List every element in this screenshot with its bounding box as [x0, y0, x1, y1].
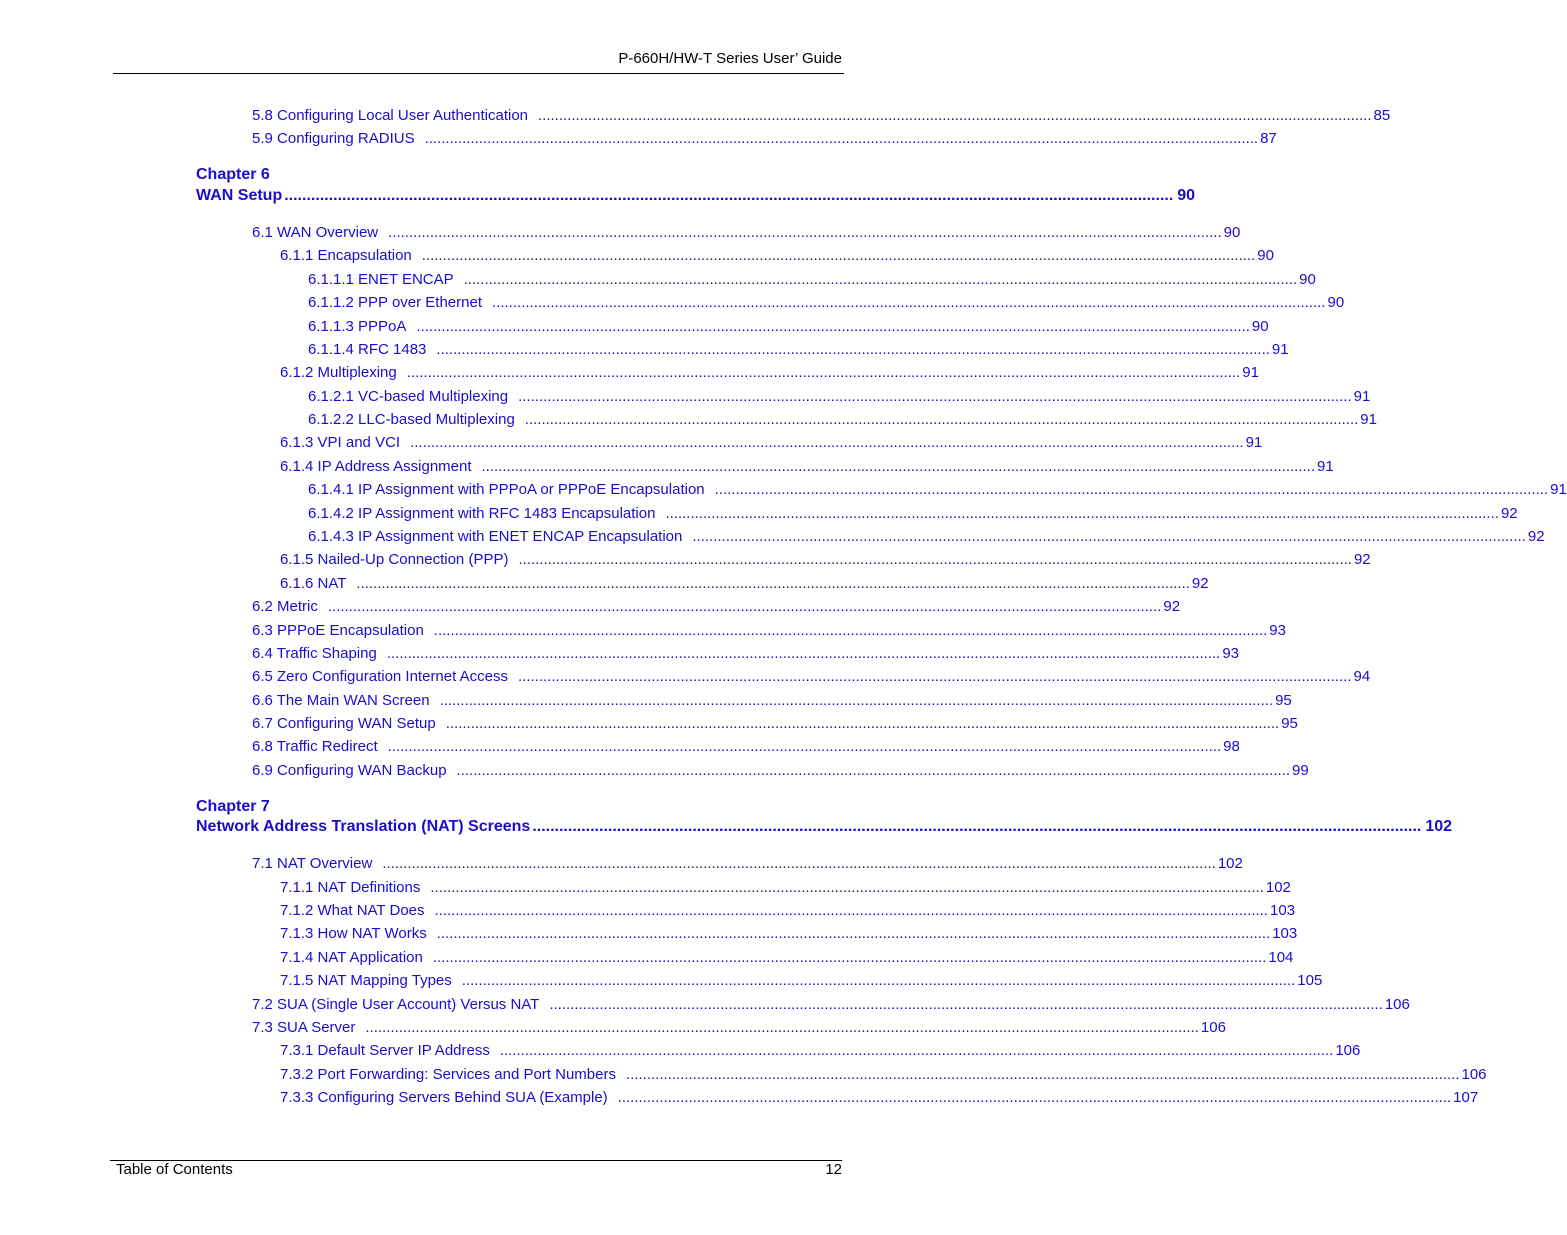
dot-leader: ........................................................................................................................................................................................................ [532, 818, 1422, 835]
toc-entry-page: 106 [1461, 1066, 1487, 1083]
chapter-page: 90 [1177, 187, 1196, 204]
toc-entry-label: 6.1.2.2 LLC-based Multiplexing [308, 411, 515, 428]
toc-entry-label: 7.1.5 NAT Mapping Types [280, 972, 452, 989]
toc-entry-label: 6.3 PPPoE Encapsulation [252, 622, 424, 639]
toc-entry[interactable] [308, 528, 1545, 548]
toc-entry[interactable] [280, 879, 1291, 899]
dot-leader: ........................................................................................................................................................................................................ [617, 1089, 1452, 1106]
dot-leader: ........................................................................................................................................................................................................ [434, 902, 1269, 919]
toc-entry-label: 5.8 Configuring Local User Authentication [252, 107, 529, 124]
toc-entry[interactable] [280, 925, 1298, 945]
chapter-title-text: Network Address Translation (NAT) Screens [196, 818, 531, 835]
toc-entry-page: 92 [1353, 551, 1371, 568]
toc-entry-page: 106 [1200, 1019, 1226, 1036]
dot-leader: ........................................................................................................................................................................................................ [433, 622, 1268, 639]
toc-entry[interactable] [280, 575, 1209, 595]
toc-entry-page: 93 [1269, 622, 1286, 639]
chapter-page: 102 [1425, 818, 1453, 835]
toc-entry[interactable] [252, 996, 1410, 1016]
toc-entry-label: 6.1.5 Nailed-Up Connection (PPP) [280, 551, 509, 568]
toc-entry-page: 106 [1335, 1042, 1361, 1059]
toc-entry-page: 90 [1327, 294, 1345, 311]
toc-entry-label: 7.1.4 NAT Application [280, 949, 423, 966]
toc-entry-page: 92 [1163, 598, 1181, 615]
toc-entry[interactable] [308, 341, 1289, 361]
toc-entry[interactable] [280, 434, 1263, 454]
toc-entry-label: 7.1.2 What NAT Does [280, 902, 425, 919]
toc-entry-page: 105 [1297, 972, 1323, 989]
dot-leader: ........................................................................................................................................................................................................ [388, 224, 1222, 241]
toc-entry-label: 6.1.4.3 IP Assignment with ENET ENCAP Encapsulation [308, 528, 683, 545]
chapter-7-number[interactable]: Chapter 7 [196, 798, 270, 815]
chapter-title-text: WAN Setup [196, 187, 283, 204]
toc-entry-label: 7.2 SUA (Single User Account) Versus NAT [252, 996, 540, 1013]
chapter-6-number[interactable]: Chapter 6 [196, 166, 270, 183]
dot-leader: ........................................................................................................................................................................................................ [416, 318, 1250, 335]
toc-entry-label: 7.1.1 NAT Definitions [280, 879, 421, 896]
toc-entry-label: 6.1 WAN Overview [252, 224, 379, 241]
toc-entry-label: 6.2 Metric [252, 598, 318, 615]
dot-leader: ........................................................................................................................................................................................................ [432, 949, 1267, 966]
toc-entry-page: 102 [1265, 879, 1291, 896]
toc-entry-page: 91 [1550, 481, 1567, 498]
toc-entry-label: 7.1.3 How NAT Works [280, 925, 427, 942]
dot-leader: ........................................................................................................................................................................................................ [518, 388, 1352, 405]
toc-entry[interactable] [252, 622, 1286, 642]
toc-entry-page: 91 [1353, 388, 1371, 405]
toc-entry[interactable] [280, 1042, 1361, 1062]
toc-entry-label: 7.3.1 Default Server IP Address [280, 1042, 490, 1059]
toc-entry-page: 85 [1373, 107, 1391, 124]
toc-entry-label: 6.9 Configuring WAN Backup [252, 762, 447, 779]
toc-entry[interactable] [280, 972, 1323, 992]
toc-entry-page: 104 [1268, 949, 1294, 966]
toc-entry-label: 6.5 Zero Configuration Internet Access [252, 668, 508, 685]
toc-entry[interactable] [280, 949, 1294, 969]
toc-entry[interactable] [280, 902, 1296, 922]
toc-entry-label: 6.1.2.1 VC-based Multiplexing [308, 388, 509, 405]
dot-leader: ........................................................................................................................................................................................................ [456, 762, 1291, 779]
toc-entry[interactable] [252, 1019, 1226, 1039]
dot-leader: ........................................................................................................................................................................................................ [439, 692, 1274, 709]
toc-entry-label: 6.1.1.3 PPPoA [308, 318, 407, 335]
toc-entry-page: 95 [1281, 715, 1298, 732]
dot-leader: ........................................................................................................................................................................................................ [430, 879, 1264, 896]
dot-leader: ........................................................................................................................................................................................................ [463, 271, 1298, 288]
toc-entry[interactable] [252, 762, 1309, 782]
dot-leader: ........................................................................................................................................................................................................ [461, 972, 1296, 989]
toc-entry-page: 91 [1317, 458, 1334, 475]
dot-leader: ........................................................................................................................................................................................................ [714, 481, 1549, 498]
toc-entry-label: 6.1.1.4 RFC 1483 [308, 341, 427, 358]
toc-entry-page: 103 [1270, 902, 1296, 919]
toc-entry[interactable] [280, 458, 1334, 478]
toc-entry[interactable] [252, 107, 1391, 127]
toc-entry-page: 99 [1292, 762, 1309, 779]
dot-leader: ........................................................................................................................................................................................................ [436, 925, 1271, 942]
toc-entry-label: 6.1.2 Multiplexing [280, 364, 397, 381]
dot-leader: ........................................................................................................................................................................................................ [445, 715, 1280, 732]
page-header-title: P-660H/HW-T Series User’ Guide [618, 50, 842, 67]
toc-entry[interactable] [308, 481, 1567, 501]
dot-leader: ........................................................................................................................................................................................................ [356, 575, 1190, 592]
dot-leader: ........................................................................................................................................................................................................ [421, 247, 1256, 264]
toc-entry[interactable] [252, 130, 1277, 150]
chapter-6-title[interactable] [196, 187, 1196, 209]
dot-leader: ........................................................................................................................................................................................................ [517, 668, 1352, 685]
toc-entry[interactable] [252, 738, 1240, 758]
toc-entry[interactable] [308, 411, 1377, 431]
toc-entry-page: 93 [1222, 645, 1239, 662]
dot-leader: ........................................................................................................................................................................................................ [518, 551, 1352, 568]
toc-entry-page: 90 [1223, 224, 1241, 241]
footer-section-title: Table of Contents [116, 1161, 233, 1178]
toc-entry-label: 7.3 SUA Server [252, 1019, 356, 1036]
dot-leader: ........................................................................................................................................................................................................ [538, 107, 1372, 124]
toc-entry[interactable] [308, 271, 1316, 291]
toc-entry[interactable] [280, 1089, 1479, 1109]
toc-entry[interactable] [252, 224, 1241, 244]
dot-leader: ........................................................................................................................................................................................................ [327, 598, 1162, 615]
toc-entry[interactable] [252, 855, 1243, 875]
dot-leader: ........................................................................................................................................................................................................ [406, 364, 1241, 381]
dot-leader: ........................................................................................................................................................................................................ [387, 738, 1222, 755]
toc-entry[interactable] [308, 318, 1269, 338]
toc-entry-label: 6.1.1.2 PPP over Ethernet [308, 294, 483, 311]
toc-entry-page: 90 [1251, 318, 1269, 335]
dot-leader: ........................................................................................................................................................................................................ [410, 434, 1244, 451]
toc-entry-label: 7.1 NAT Overview [252, 855, 373, 872]
dot-leader: ........................................................................................................................................................................................................ [284, 187, 1174, 204]
dot-leader: ........................................................................................................................................................................................................ [481, 458, 1316, 475]
toc-entry-page: 92 [1191, 575, 1209, 592]
toc-entry-page: 94 [1353, 668, 1371, 685]
toc-entry-page: 90 [1299, 271, 1316, 288]
toc-entry[interactable] [252, 715, 1298, 735]
dot-leader: ........................................................................................................................................................................................................ [524, 411, 1359, 428]
dot-leader: ........................................................................................................................................................................................................ [382, 855, 1216, 872]
toc-entry-page: 87 [1260, 130, 1277, 147]
toc-entry[interactable] [252, 645, 1239, 665]
dot-leader: ........................................................................................................................................................................................................ [549, 996, 1383, 1013]
toc-entry-label: 6.1.4.1 IP Assignment with PPPoA or PPPoE Encapsulation [308, 481, 705, 498]
toc-entry-page: 95 [1275, 692, 1292, 709]
toc-entry-label: 6.1.4 IP Address Assignment [280, 458, 472, 475]
toc-entry-label: 6.4 Traffic Shaping [252, 645, 377, 662]
toc-entry-page: 106 [1384, 996, 1410, 1013]
toc-entry[interactable] [308, 505, 1518, 525]
dot-leader: ........................................................................................................................................................................................................ [436, 341, 1270, 358]
dot-leader: ........................................................................................................................................................................................................ [424, 130, 1259, 147]
dot-leader: ........................................................................................................................................................................................................ [692, 528, 1526, 545]
dot-leader: ........................................................................................................................................................................................................ [625, 1066, 1460, 1083]
toc-entry-label: 6.1.4.2 IP Assignment with RFC 1483 Encapsulation [308, 505, 656, 522]
footer-page-number: 12 [825, 1161, 842, 1178]
toc-entry[interactable] [280, 1066, 1487, 1086]
toc-entry-page: 91 [1271, 341, 1289, 358]
toc-entry-page: 90 [1257, 247, 1274, 264]
dot-leader: ........................................................................................................................................................................................................ [365, 1019, 1199, 1036]
dot-leader: ........................................................................................................................................................................................................ [492, 294, 1326, 311]
toc-entry-label: 7.3.3 Configuring Servers Behind SUA (Example) [280, 1089, 608, 1106]
header-rule [113, 73, 844, 74]
toc-entry-page: 91 [1245, 434, 1263, 451]
toc-entry-label: 6.7 Configuring WAN Setup [252, 715, 436, 732]
toc-entry-page: 103 [1272, 925, 1298, 942]
toc-entry-label: 7.3.2 Port Forwarding: Services and Port Numbers [280, 1066, 616, 1083]
toc-entry-page: 91 [1360, 411, 1377, 428]
toc-entry[interactable] [252, 692, 1292, 712]
toc-entry-label: 6.1.3 VPI and VCI [280, 434, 401, 451]
toc-entry-page: 92 [1527, 528, 1545, 545]
toc-entry[interactable] [280, 364, 1259, 384]
toc-entry-page: 107 [1453, 1089, 1479, 1106]
toc-entry[interactable] [308, 388, 1371, 408]
toc-entry-page: 102 [1217, 855, 1243, 872]
toc-entry-page: 98 [1223, 738, 1240, 755]
dot-leader: ........................................................................................................................................................................................................ [386, 645, 1221, 662]
toc-entry-label: 6.1.6 NAT [280, 575, 347, 592]
toc-entry-label: 6.6 The Main WAN Screen [252, 692, 430, 709]
toc-entry-label: 6.8 Traffic Redirect [252, 738, 378, 755]
toc-entry-page: 92 [1500, 505, 1518, 522]
toc-entry[interactable] [252, 668, 1371, 688]
toc-entry[interactable] [280, 551, 1371, 571]
toc-entry-label: 6.1.1.1 ENET ENCAP [308, 271, 454, 288]
toc-entry-page: 91 [1242, 364, 1259, 381]
chapter-7-title[interactable] [196, 818, 1453, 840]
dot-leader: ........................................................................................................................................................................................................ [499, 1042, 1334, 1059]
toc-entry[interactable] [308, 294, 1345, 314]
toc-entry-label: 5.9 Configuring RADIUS [252, 130, 415, 147]
toc-entry[interactable] [280, 247, 1274, 267]
toc-entry[interactable] [252, 598, 1181, 618]
dot-leader: ........................................................................................................................................................................................................ [665, 505, 1499, 522]
toc-entry-label: 6.1.1 Encapsulation [280, 247, 412, 264]
